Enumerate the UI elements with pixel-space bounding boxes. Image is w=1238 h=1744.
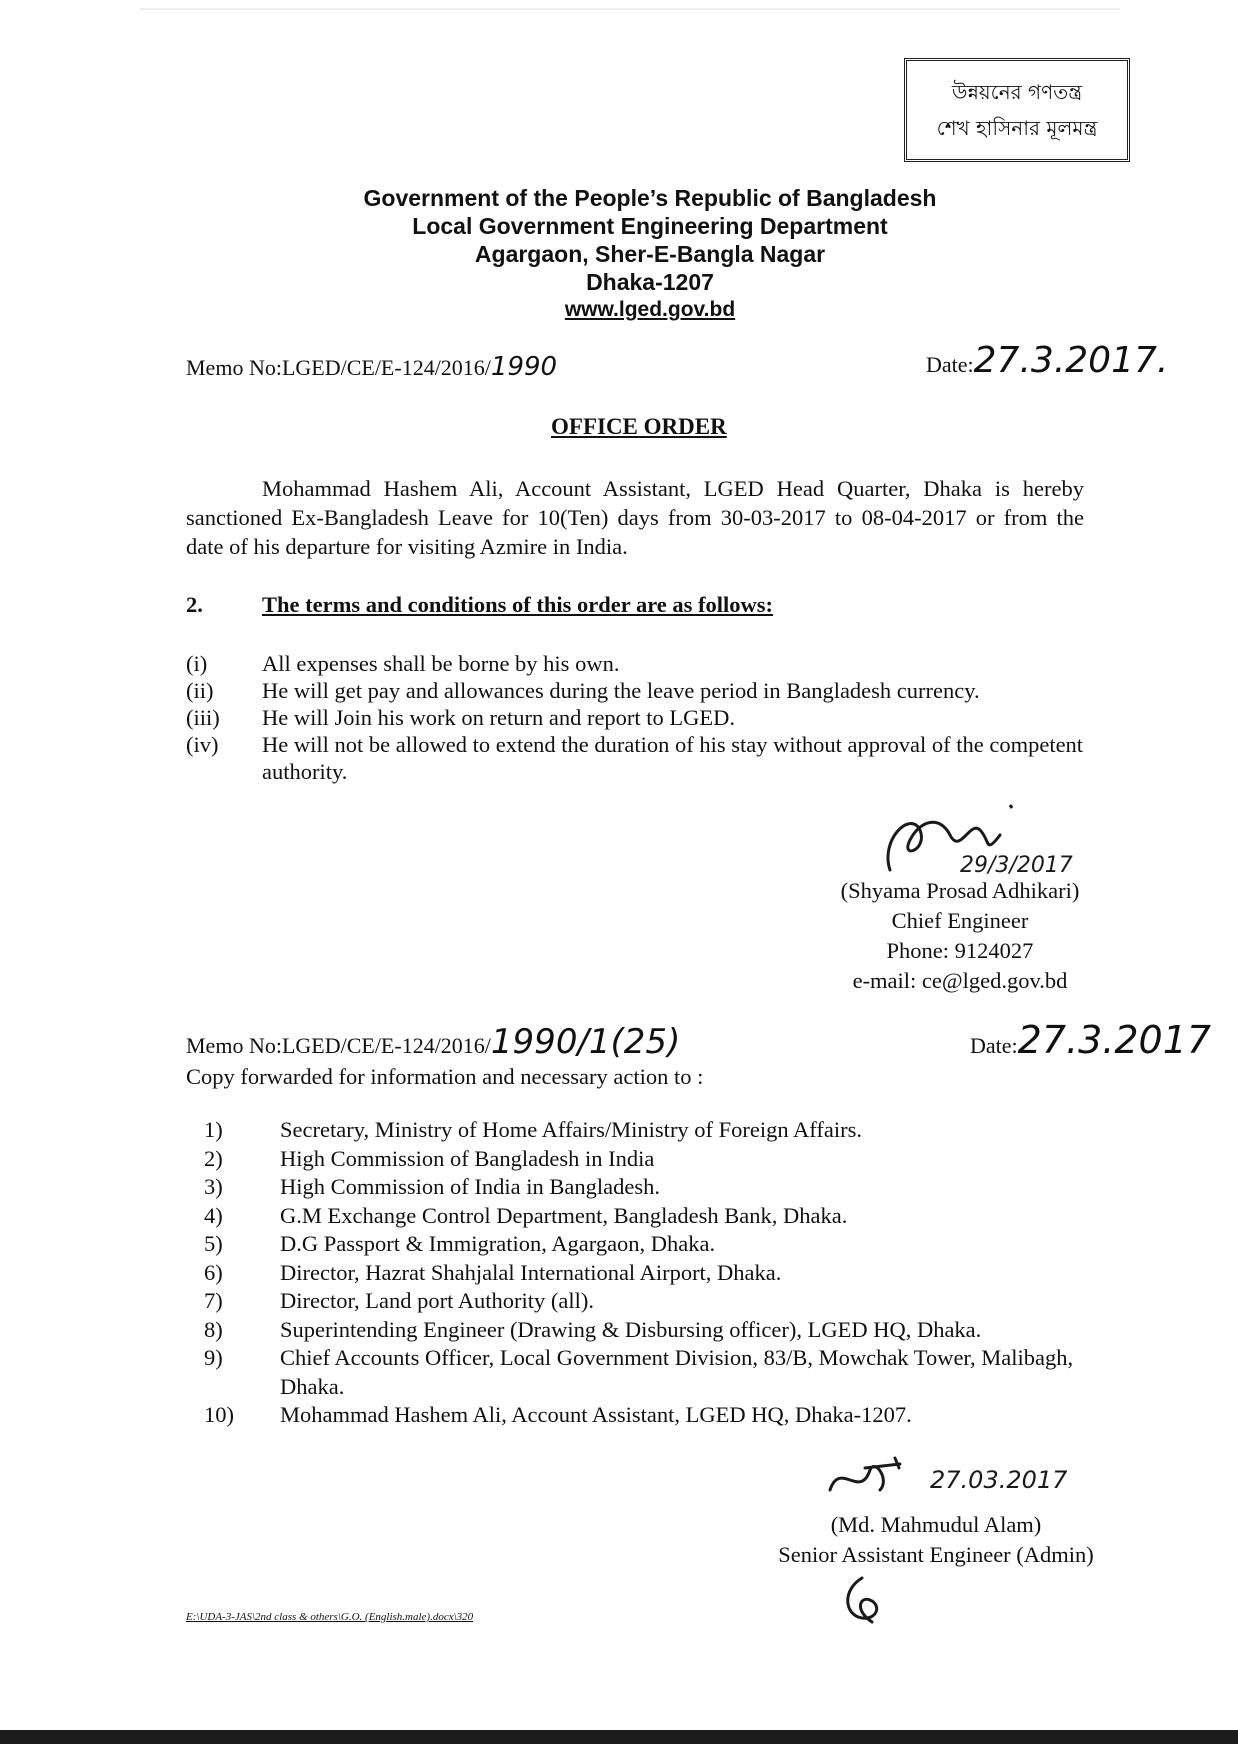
letterhead-line-3: Agargaon, Sher-E-Bangla Nagar (474, 241, 826, 267)
letterhead-line-2: Local Government Engineering Department (412, 213, 888, 239)
letterhead-line-1: Government of the People’s Republic of Bangladesh (363, 185, 937, 211)
copy-forwarded-text: Copy forwarded for information and necessary action to : (186, 1064, 704, 1089)
memo-handwritten-number: 1990 (490, 352, 558, 382)
order-paragraph: Mohammad Hashem Ali, Account Assistant, LGED Head Quarter, Dhaka is hereby sanctioned Ex-Bangladesh Leave for 10(Ten) days from 30-03-2017 to 08-04-2017 or from the date of his departure for visiting Azmire in India. (186, 476, 1084, 559)
date-label: Date: (926, 352, 974, 377)
recipient-number: 6) (204, 1259, 223, 1285)
recipient-item (186, 1316, 1106, 1345)
memo-handwritten-number: 1990/1(25) (490, 1022, 681, 1062)
recipient-number: 8) (204, 1316, 223, 1342)
recipient-text: Director, Land port Authority (all). (280, 1288, 595, 1313)
admin-signature (820, 1450, 1140, 1510)
recipient-item (186, 1202, 1106, 1231)
condition-item (186, 731, 1086, 785)
file-path-footer: E:\UDA-3-JAS\2nd class & others\G.O. (English.male).docx\320 (186, 1611, 474, 1623)
memo-date-2 (970, 1018, 1211, 1062)
condition-item (186, 704, 1086, 731)
document-title: OFFICE ORDER (551, 414, 727, 439)
condition-text: He will Join his work on return and report to LGED. (262, 705, 736, 730)
handwritten-date: 27.3.2017. (973, 340, 1169, 381)
slogan-box (904, 58, 1130, 162)
recipient-number: 4) (204, 1202, 223, 1228)
recipient-item (186, 1173, 1106, 1202)
recipients-list (186, 1116, 1106, 1430)
recipient-item (186, 1287, 1106, 1316)
recipient-item (186, 1230, 1106, 1259)
recipient-number: 9) (204, 1345, 223, 1370)
recipient-item (186, 1259, 1106, 1288)
signatory-designation: Senior Assistant Engineer (Admin) (778, 1542, 1094, 1567)
recipient-item (186, 1401, 1106, 1430)
date-label: Date: (970, 1033, 1018, 1058)
recipient-item (186, 1344, 1106, 1401)
recipient-number: 1) (204, 1117, 223, 1142)
condition-number: (iv) (186, 732, 219, 757)
recipient-item (186, 1116, 1106, 1145)
website-link[interactable]: www.lged.gov.bd (564, 298, 736, 321)
recipient-text: High Commission of Bangladesh in India (280, 1145, 655, 1171)
recipient-item (186, 1145, 1106, 1174)
signatory-name: (Shyama Prosad Adhikari) (840, 878, 1080, 903)
scan-edge-bottom (0, 1730, 1238, 1744)
recipient-number: 3) (204, 1174, 223, 1199)
scan-edge (140, 8, 1120, 10)
signatory-block-2 (716, 1510, 1156, 1570)
recipient-text: Chief Accounts Officer, Local Government Division, 83/B, Mowchak Tower, Malibagh, Dhaka. (280, 1345, 1074, 1399)
recipient-text: Secretary, Ministry of Home Affairs/Ministry of Foreign Affairs. (280, 1117, 862, 1142)
memo-date-1 (926, 340, 1168, 381)
recipient-number: 10) (204, 1402, 234, 1427)
condition-number: (i) (186, 651, 208, 676)
recipient-text: Superintending Engineer (Drawing & Disbursing officer), LGED HQ, Dhaka. (280, 1316, 982, 1342)
condition-text: He will get pay and allowances during the leave period in Bangladesh currency. (262, 678, 980, 703)
handwritten-date: 27.3.2017 (1017, 1018, 1212, 1062)
condition-number: (iii) (186, 705, 220, 730)
memo-label: Memo No:LGED/CE/E-124/2016/ (186, 1033, 491, 1058)
section-heading-text: The terms and conditions of this order are as follows: (262, 592, 774, 617)
memo-number-1 (186, 352, 557, 382)
recipient-text: Mohammad Hashem Ali, Account Assistant, LGED HQ, Dhaka-1207. (280, 1402, 912, 1427)
signature-date: 29/3/2017 (960, 853, 1073, 878)
condition-text: All expenses shall be borne by his own. (262, 651, 620, 676)
slogan-line-2: শেখ হাসিনার মূলমন্ত্র (936, 116, 1098, 140)
signatory-designation: Chief Engineer (891, 908, 1029, 933)
recipient-text: High Commission of India in Bangladesh. (280, 1174, 660, 1199)
recipient-text: Director, Hazrat Shahjalal International Airport, Dhaka. (280, 1259, 782, 1285)
conditions-list (186, 650, 1086, 785)
letterhead-line-4: Dhaka-1207 (586, 269, 714, 295)
slogan-line-1: উন্নয়নের গণতন্ত্র (951, 80, 1083, 104)
signature-date: 27.03.2017 (930, 1466, 1068, 1494)
signatory-name: (Md. Mahmudul Alam) (830, 1512, 1042, 1537)
recipient-number: 7) (204, 1288, 223, 1313)
signatory-email: e-mail: ce@lged.gov.bd (852, 968, 1068, 993)
recipient-text: D.G Passport & Immigration, Agargaon, Dhaka. (280, 1231, 716, 1256)
section-number: 2. (186, 592, 203, 617)
memo-label: Memo No:LGED/CE/E-124/2016/ (186, 355, 491, 380)
section-2-heading (186, 592, 773, 618)
recipient-text: G.M Exchange Control Department, Bangladesh Bank, Dhaka. (280, 1202, 848, 1228)
letterhead (250, 184, 1050, 324)
condition-number: (ii) (186, 678, 214, 703)
memo-number-2 (186, 1022, 680, 1062)
recipient-number: 2) (204, 1145, 223, 1171)
condition-item (186, 650, 1086, 677)
condition-item (186, 677, 1086, 704)
signatory-phone: Phone: 9124027 (886, 938, 1034, 963)
handwritten-initial (832, 1570, 892, 1630)
signatory-block-1 (818, 876, 1102, 996)
condition-text: He will not be allowed to extend the duration of his stay without approval of the competent authority. (262, 732, 1084, 784)
recipient-number: 5) (204, 1231, 223, 1256)
